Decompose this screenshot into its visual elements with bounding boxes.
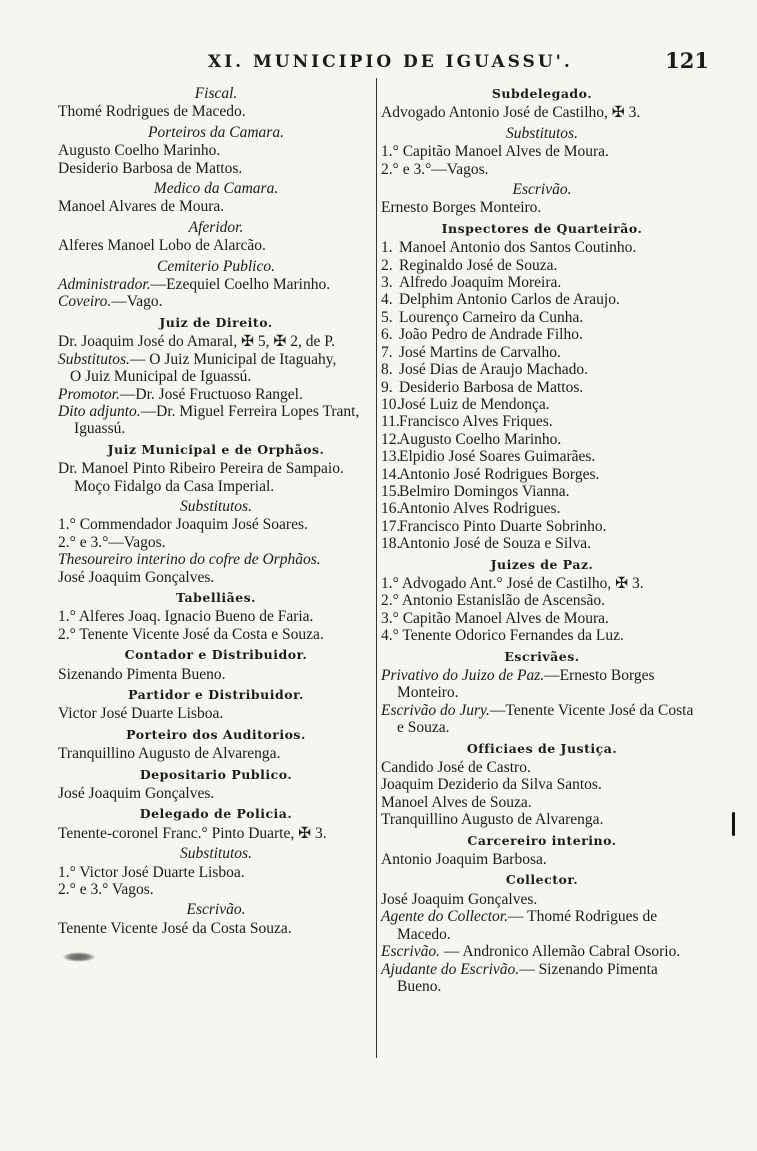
right-column — [381, 82, 703, 995]
list-item — [381, 326, 703, 343]
entry-line: Tenente-coronel Franc.° Pinto Duarte, ✠ 3. — [58, 824, 327, 842]
section-heading: Tabelliães. — [175, 589, 257, 605]
entry-text: — O Juiz Municipal de Itaguahy, — [129, 350, 337, 368]
section-heading: Escrivão. — [512, 181, 572, 199]
section-heading: Delegado de Policia. — [139, 806, 293, 822]
item-number: 11. — [381, 413, 400, 431]
entry-line: Augusto Coelho Marinho. — [58, 142, 221, 160]
item-name: José Dias de Araujo Machado. — [399, 361, 588, 379]
item-number: 17. — [381, 517, 401, 535]
inspectores-list — [381, 239, 703, 552]
item-number: 2. — [381, 256, 393, 274]
entry-text: —Ernesto Borges Monteiro. — [397, 667, 655, 702]
item-name: José Luiz de Mendonça. — [399, 395, 550, 413]
entry-line: Sizenando Pimenta Bueno. — [58, 665, 226, 683]
section-heading: Collector. — [505, 872, 579, 888]
entry-text: — Sizenando Pimenta Bueno. — [397, 960, 658, 995]
item-name: Belmiro Domingos Vianna. — [399, 482, 570, 500]
item-number: 10. — [381, 395, 401, 413]
entry-line: Candido José de Castro. — [381, 759, 531, 777]
entry-text: —Dr. Miguel Ferreira Lopes Trant, Iguassú. — [74, 402, 360, 438]
entry-text: —Dr. José Fructuoso Rangel. — [119, 385, 303, 403]
entry-line: Tranquillino Augusto de Alvarenga. — [58, 745, 281, 763]
entry-line: Desiderio Barbosa de Mattos. — [58, 159, 243, 177]
entry-label: Ajudante do Escrivão. — [381, 960, 520, 978]
ink-mark — [732, 812, 735, 836]
section-heading: Porteiro dos Auditorios. — [126, 726, 306, 742]
entry-line: Alferes Manoel Lobo de Alarcão. — [58, 237, 266, 255]
entry-line: 3.° Capitão Manoel Alves de Moura. — [381, 609, 609, 627]
section-heading: Fiscal. — [194, 85, 238, 102]
item-number: 16. — [381, 500, 401, 518]
item-number: 8. — [381, 361, 393, 379]
entry-line: Antonio Joaquim Barbosa. — [381, 851, 547, 869]
item-number: 7. — [381, 343, 393, 361]
list-item — [381, 448, 703, 465]
entry-line: 2.° e 3.°—Vagos. — [58, 533, 166, 551]
entry-line — [58, 293, 374, 310]
section-heading: Escrivães. — [504, 648, 580, 664]
section-heading: Depositario Publico. — [139, 766, 293, 782]
item-number: 15. — [381, 482, 401, 500]
entry-line: 2.° Tenente Vicente José da Costa e Souza. — [58, 625, 324, 643]
section-heading: Substitutos. — [180, 845, 252, 863]
entry-line: 1.° Commendador Joaquim José Soares. — [58, 516, 308, 534]
section-heading: Carcereiro interino. — [467, 832, 617, 848]
item-name: Francisco Alves Friques. — [399, 413, 553, 431]
entry-line: Tranquillino Augusto de Alvarenga. — [381, 811, 604, 829]
section-heading: Escrivão. — [186, 901, 246, 919]
column-divider — [376, 78, 377, 1058]
entry-label: Promotor. — [58, 385, 120, 403]
item-name: João Pedro de Andrade Filho. — [399, 326, 583, 344]
entry-line — [58, 403, 374, 438]
section-heading: Substitutos. — [506, 124, 578, 142]
entry-line: 1.° Advogado Ant.° José de Castilho, ✠ 3. — [381, 574, 644, 592]
list-item — [381, 239, 703, 256]
entry-text: — Thomé Rodrigues de Macedo. — [397, 908, 658, 943]
entry-text: —Tenente Vicente José da Costa e Souza. — [397, 701, 694, 737]
item-number: 18. — [381, 535, 401, 553]
item-name: Desiderio Barbosa de Mattos. — [399, 378, 584, 396]
entry-text: —Ezequiel Coelho Marinho. — [150, 276, 331, 294]
list-item — [381, 518, 703, 535]
entry-line — [58, 276, 374, 293]
list-item — [381, 309, 703, 326]
entry-label: Substitutos. — [58, 350, 130, 368]
entry-line: Thesoureiro interino do cofre de Orphãos. — [58, 551, 321, 569]
entry-line: Joaquim Deziderio da Silva Santos. — [381, 776, 602, 794]
item-number: 9. — [381, 378, 393, 396]
ink-smudge — [62, 952, 96, 962]
entry-line: Ernesto Borges Monteiro. — [381, 199, 542, 217]
entry-line: 1.° Capitão Manoel Alves de Moura. — [381, 143, 609, 161]
page-title: XI. MUNICIPIO DE IGUASSU'. — [208, 52, 573, 72]
section-heading: Aferidor. — [188, 218, 244, 236]
item-number: 5. — [381, 308, 393, 326]
section-heading: Substitutos. — [180, 497, 252, 515]
list-item — [381, 500, 703, 517]
section-heading: Partidor e Distribuidor. — [128, 687, 304, 702]
entry-line: 1.° Victor José Duarte Lisboa. — [58, 863, 245, 881]
item-number: 12. — [381, 430, 401, 448]
entry-label: Dito adjunto. — [58, 402, 141, 420]
item-number: 14. — [381, 465, 401, 483]
entry-line: Advogado Antonio José de Castilho, ✠ 3. — [381, 104, 641, 122]
entry-label: Coveiro. — [58, 293, 112, 311]
entry-label: Administrador. — [58, 276, 151, 294]
page-number: 121 — [665, 48, 709, 73]
list-item — [381, 466, 703, 483]
list-item — [381, 361, 703, 378]
list-item — [381, 344, 703, 361]
list-item — [381, 291, 703, 308]
entry-line: Manoel Alvares de Moura. — [58, 198, 225, 216]
entry-line: Tenente Vicente José da Costa Souza. — [58, 919, 292, 937]
section-heading: Cemiterio Publico. — [157, 257, 275, 275]
item-name: Antonio José Rodrigues Borges. — [399, 465, 600, 483]
item-name: Alfredo Joaquim Moreira. — [399, 274, 562, 292]
entry-text: —Vago. — [111, 293, 163, 311]
entry-label: Escrivão do Jury. — [381, 701, 490, 719]
item-name: Augusto Coelho Marinho. — [399, 430, 562, 448]
entry-line: Victor José Duarte Lisboa. — [58, 705, 224, 723]
section-heading: Juizes de Paz. — [490, 556, 594, 572]
item-number: 1. — [381, 239, 393, 257]
item-number: 3. — [381, 274, 393, 292]
entry-label: Privativo do Juizo de Paz. — [381, 667, 545, 684]
entry-line: Manoel Alves de Souza. — [381, 793, 532, 811]
entry-line — [381, 943, 703, 960]
item-name: Francisco Pinto Duarte Sobrinho. — [399, 517, 607, 535]
entry-line — [58, 386, 374, 403]
entry-line — [381, 702, 703, 737]
item-name: Antonio Alves Rodrigues. — [399, 500, 561, 518]
entry-line: 1.° Alferes Joaq. Ignacio Bueno de Faria. — [58, 608, 314, 626]
entry-line: Dr. Joaquim José do Amaral, ✠ 5, ✠ 2, de P. — [58, 333, 335, 351]
section-heading: Subdelegado. — [491, 86, 593, 101]
section-heading: Contador e Distribuidor. — [124, 647, 308, 663]
left-column — [58, 82, 374, 937]
entry-line — [381, 908, 703, 943]
entry-line: 2.° e 3.° Vagos. — [58, 881, 154, 899]
item-name: Reginaldo José de Souza. — [399, 256, 558, 274]
item-name: Delphim Antonio Carlos de Araujo. — [399, 291, 620, 309]
entry-line: José Joaquim Gonçalves. — [58, 785, 215, 803]
section-heading: Porteiros da Camara. — [148, 123, 284, 141]
item-name: Manoel Antonio dos Santos Coutinho. — [399, 239, 637, 257]
section-heading: Juiz Municipal e de Orphãos. — [107, 441, 325, 457]
item-number: 6. — [381, 326, 393, 344]
item-name: José Martins de Carvalho. — [399, 343, 561, 361]
section-heading: Officiaes de Justiça. — [466, 740, 618, 756]
item-name: Elpidio José Soares Guimarães. — [399, 448, 596, 466]
list-item — [381, 535, 703, 552]
list-item — [381, 274, 703, 291]
entry-line: 4.° Tenente Odorico Fernandes da Luz. — [381, 627, 624, 645]
item-number: 13. — [381, 448, 401, 466]
list-item — [381, 396, 703, 413]
entry-line: 2.° e 3.°—Vagos. — [381, 160, 489, 178]
item-number: 4. — [381, 291, 393, 309]
entry-line: José Joaquim Gonçalves. — [58, 568, 215, 586]
entry-line: Thomé Rodrigues de Macedo. — [58, 103, 246, 121]
section-heading: Juiz de Direito. — [159, 314, 273, 330]
entry-label: Escrivão. — [381, 943, 440, 961]
entry-line — [381, 667, 703, 702]
entry-text: — Andronico Allemão Cabral Osorio. — [439, 943, 681, 961]
entry-line: José Joaquim Gonçalves. — [381, 890, 538, 908]
list-item — [381, 257, 703, 274]
list-item — [381, 413, 703, 430]
entry-line: O Juiz Municipal de Iguassú. — [70, 368, 252, 386]
entry-line: 2.° Antonio Estanislão de Ascensão. — [381, 592, 606, 610]
item-name: Antonio José de Souza e Silva. — [399, 535, 592, 553]
entry-label: Agente do Collector. — [381, 908, 508, 926]
list-item — [381, 483, 703, 500]
item-name: Lourenço Carneiro da Cunha. — [399, 308, 584, 326]
entry-line — [381, 961, 703, 996]
entry-line — [58, 351, 374, 368]
list-item — [381, 431, 703, 448]
section-heading: Inspectores de Quarteirão. — [441, 220, 643, 236]
section-heading: Medico da Camara. — [153, 180, 279, 198]
entry-line: Dr. Manoel Pinto Ribeiro Pereira de Sampaio. Moço Fidalgo da Casa Imperial. — [58, 460, 344, 495]
list-item — [381, 379, 703, 396]
